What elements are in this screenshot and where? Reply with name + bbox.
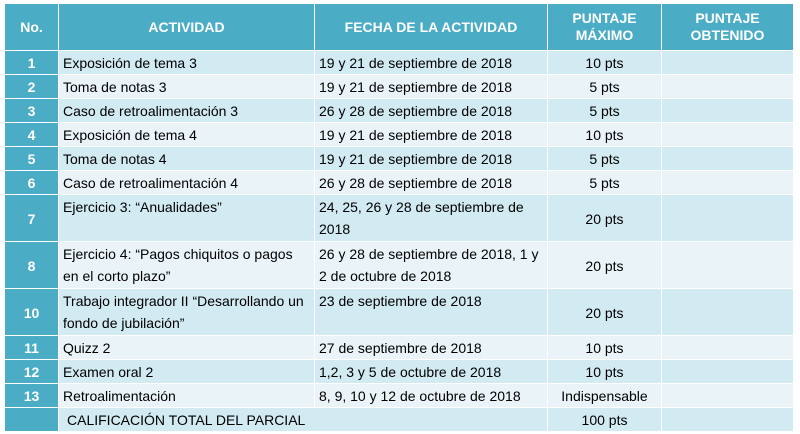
activity-cell: Caso de retroalimentación 3 — [59, 99, 315, 123]
date-cell: 19 y 21 de septiembre de 2018 — [315, 123, 548, 147]
max-score-cell: 20 pts — [548, 242, 662, 289]
date-cell: 1,2, 3 y 5 de octubre de 2018 — [315, 360, 548, 384]
total-row-number — [5, 408, 59, 432]
table-row — [5, 384, 794, 408]
grading-table — [4, 3, 794, 432]
table-row — [5, 51, 794, 75]
obtained-score-cell[interactable] — [662, 384, 794, 408]
row-number: 4 — [5, 123, 59, 147]
header-activity: ACTIVIDAD — [59, 4, 315, 51]
table-row — [5, 360, 794, 384]
activity-cell: Exposición de tema 3 — [59, 51, 315, 75]
obtained-score-cell[interactable] — [662, 171, 794, 195]
obtained-score-cell[interactable] — [662, 195, 794, 242]
row-number: 5 — [5, 147, 59, 171]
activity-cell: Exposición de tema 4 — [59, 123, 315, 147]
max-score-cell: 10 pts — [548, 123, 662, 147]
table-header-row — [5, 4, 794, 51]
total-max-score: 100 pts — [548, 408, 662, 432]
activity-cell: Retroalimentación — [59, 384, 315, 408]
date-cell: 8, 9, 10 y 12 de octubre de 2018 — [315, 384, 548, 408]
date-cell: 19 y 21 de septiembre de 2018 — [315, 75, 548, 99]
table-row — [5, 123, 794, 147]
row-number: 10 — [5, 289, 59, 336]
table-row — [5, 289, 794, 336]
activity-cell: Caso de retroalimentación 4 — [59, 171, 315, 195]
row-number: 6 — [5, 171, 59, 195]
max-score-cell: 20 pts — [548, 289, 662, 336]
date-cell: 26 y 28 de septiembre de 2018 — [315, 99, 548, 123]
row-number: 3 — [5, 99, 59, 123]
obtained-score-cell[interactable] — [662, 360, 794, 384]
obtained-score-cell[interactable] — [662, 336, 794, 360]
activity-cell: Toma de notas 3 — [59, 75, 315, 99]
table-row — [5, 147, 794, 171]
table-row — [5, 75, 794, 99]
row-number: 11 — [5, 336, 59, 360]
table-row — [5, 242, 794, 289]
obtained-score-cell[interactable] — [662, 242, 794, 289]
total-obtained-score[interactable] — [662, 408, 794, 432]
row-number: 1 — [5, 51, 59, 75]
date-cell: 27 de septiembre de 2018 — [315, 336, 548, 360]
date-cell: 24, 25, 26 y 28 de septiembre de 2018 — [315, 195, 548, 242]
header-max-score: PUNTAJE MÁXIMO — [548, 4, 662, 51]
activity-cell: Toma de notas 4 — [59, 147, 315, 171]
row-number: 8 — [5, 242, 59, 289]
row-number: 13 — [5, 384, 59, 408]
obtained-score-cell[interactable] — [662, 99, 794, 123]
table-row — [5, 171, 794, 195]
date-cell: 26 y 28 de septiembre de 2018, 1 y 2 de octubre de 2018 — [315, 242, 548, 289]
max-score-cell: 5 pts — [548, 75, 662, 99]
date-cell: 23 de septiembre de 2018 — [315, 289, 548, 336]
header-date: FECHA DE LA ACTIVIDAD — [315, 4, 548, 51]
max-score-cell: 10 pts — [548, 51, 662, 75]
obtained-score-cell[interactable] — [662, 75, 794, 99]
obtained-score-cell[interactable] — [662, 289, 794, 336]
max-score-cell: 10 pts — [548, 360, 662, 384]
max-score-cell: 20 pts — [548, 195, 662, 242]
max-score-cell: 5 pts — [548, 99, 662, 123]
obtained-score-cell[interactable] — [662, 51, 794, 75]
header-obtained-score: PUNTAJE OBTENIDO — [662, 4, 794, 51]
date-cell: 19 y 21 de septiembre de 2018 — [315, 147, 548, 171]
obtained-score-cell[interactable] — [662, 147, 794, 171]
header-no: No. — [5, 4, 59, 51]
obtained-score-cell[interactable] — [662, 123, 794, 147]
date-cell: 19 y 21 de septiembre de 2018 — [315, 51, 548, 75]
activity-cell: Trabajo integrador II “Desarrollando un fondo de jubilación” — [59, 289, 315, 336]
max-score-cell: Indispensable — [548, 384, 662, 408]
row-number: 2 — [5, 75, 59, 99]
row-number: 7 — [5, 195, 59, 242]
activity-cell: Quizz 2 — [59, 336, 315, 360]
activity-cell: Examen oral 2 — [59, 360, 315, 384]
max-score-cell: 5 pts — [548, 147, 662, 171]
grading-table-container — [4, 3, 794, 432]
table-row — [5, 99, 794, 123]
table-row — [5, 195, 794, 242]
activity-cell: Ejercicio 4: “Pagos chiquitos o pagos en el corto plazo” — [59, 242, 315, 289]
max-score-cell: 5 pts — [548, 171, 662, 195]
row-number: 12 — [5, 360, 59, 384]
max-score-cell: 10 pts — [548, 336, 662, 360]
total-label: CALIFICACIÓN TOTAL DEL PARCIAL — [59, 408, 548, 432]
date-cell: 26 y 28 de septiembre de 2018 — [315, 171, 548, 195]
total-row — [5, 408, 794, 432]
table-row — [5, 336, 794, 360]
activity-cell: Ejercicio 3: “Anualidades” — [59, 195, 315, 242]
